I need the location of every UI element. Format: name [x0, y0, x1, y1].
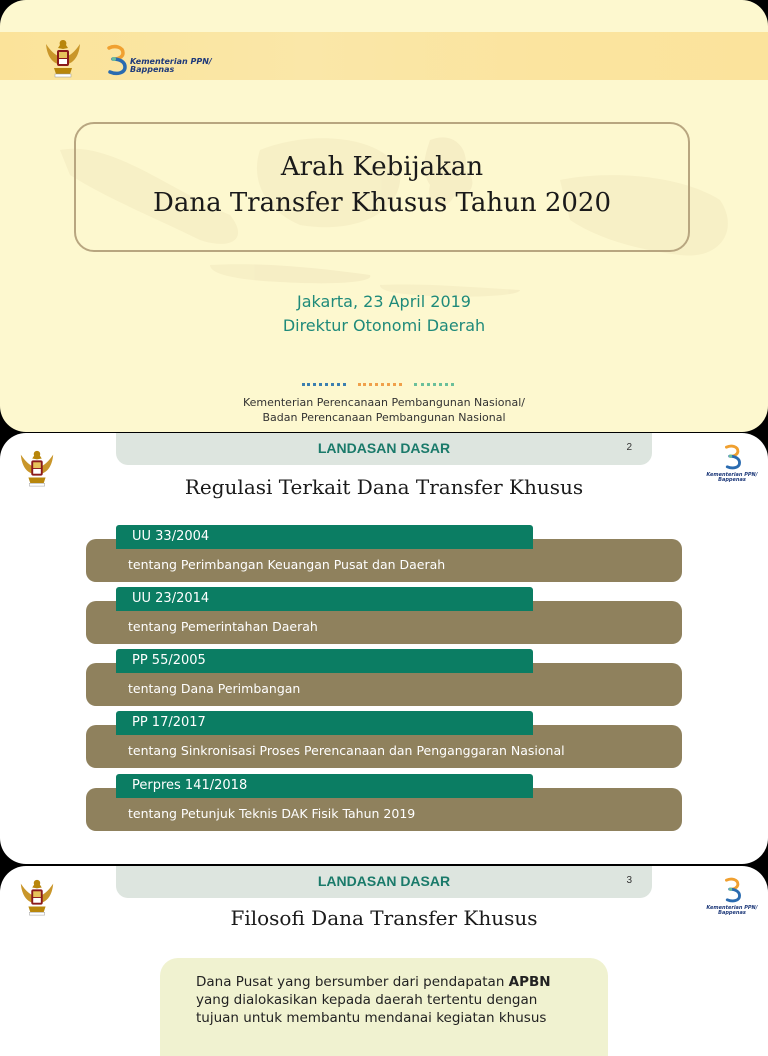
regulation-code: Perpres 141/2018 — [132, 778, 248, 793]
regulation-header — [116, 711, 533, 735]
footer-line-1: Kementerian Perencanaan Pembangunan Nasional/ — [242, 396, 525, 409]
dotted-divider-orange — [358, 383, 402, 386]
regulation-item — [0, 774, 768, 834]
title-slide — [0, 0, 768, 432]
regulation-code: UU 33/2004 — [132, 529, 210, 544]
regulation-description: tentang Petunjuk Teknis DAK Fisik Tahun 2019 — [128, 806, 416, 821]
place-date: Jakarta, 23 April 2019 — [297, 292, 471, 311]
logo-text-line-2: Bappenas — [718, 477, 746, 484]
section-tab — [116, 866, 652, 898]
logo-text-line-1: Kementerian PPN/ — [130, 57, 212, 66]
logo-text-line-1: Kementerian PPN/ — [706, 472, 758, 478]
title-line-1: Arah Kebijakan — [280, 152, 484, 182]
regulation-header — [116, 587, 533, 611]
regulation-header — [116, 649, 533, 673]
page-number: 2 — [626, 442, 632, 453]
regulation-description: tentang Dana Perimbangan — [128, 681, 301, 696]
footer-line-2: Badan Perencanaan Pembangunan Nasional — [262, 411, 506, 424]
regulation-item — [0, 587, 768, 647]
definition-text: Dana Pusat yang bersumber dari pendapatan — [196, 974, 509, 990]
regulation-description: tentang Pemerintahan Daerah — [128, 619, 318, 634]
regulation-description: tentang Perimbangan Keuangan Pusat dan Daerah — [128, 557, 446, 572]
regulation-description: tentang Sinkronisasi Proses Perencanaan dan Penganggaran Nasional — [128, 743, 565, 758]
logo-text-line-2: Bappenas — [130, 65, 175, 75]
definition-line-3: tujuan untuk membantu mendanai kegiatan khusus — [196, 1010, 547, 1026]
regulation-item — [0, 525, 768, 585]
bappenas-logo-text — [130, 58, 212, 75]
bappenas-logo-icon — [724, 443, 742, 471]
definition-box — [160, 958, 608, 1056]
definition-keyword: APBN — [508, 974, 551, 990]
slide-title: Regulasi Terkait Dana Transfer Khusus — [184, 475, 584, 499]
title-box — [74, 122, 690, 252]
regulation-slide — [0, 433, 768, 864]
definition-line-2: yang dialokasikan kepada daerah tertentu dengan — [196, 992, 538, 1008]
philosophy-slide — [0, 866, 768, 1056]
bappenas-logo-icon — [724, 876, 742, 904]
regulation-item — [0, 711, 768, 771]
slide-title: Filosofi Dana Transfer Khusus — [230, 906, 538, 930]
section-tab — [116, 433, 652, 465]
regulation-code: UU 23/2014 — [132, 591, 210, 606]
section-label: LANDASAN DASAR — [317, 873, 451, 889]
definition-line-1 — [196, 974, 551, 990]
title-line-2: Dana Transfer Khusus Tahun 2020 — [152, 188, 612, 218]
section-label: LANDASAN DASAR — [317, 440, 451, 456]
regulation-header — [116, 774, 533, 798]
regulation-code: PP 17/2017 — [132, 715, 206, 730]
regulation-header — [116, 525, 533, 549]
logo-text-line-1: Kementerian PPN/ — [706, 905, 758, 911]
dotted-divider-green — [414, 383, 454, 386]
bappenas-logo-icon — [106, 44, 128, 76]
regulation-item — [0, 649, 768, 709]
garuda-emblem-icon — [42, 36, 84, 80]
page-number: 3 — [626, 875, 632, 886]
regulation-code: PP 55/2005 — [132, 653, 206, 668]
logo-text-line-2: Bappenas — [718, 910, 746, 917]
presenter-title: Direktur Otonomi Daerah — [282, 316, 486, 335]
dotted-divider-blue — [302, 383, 346, 386]
